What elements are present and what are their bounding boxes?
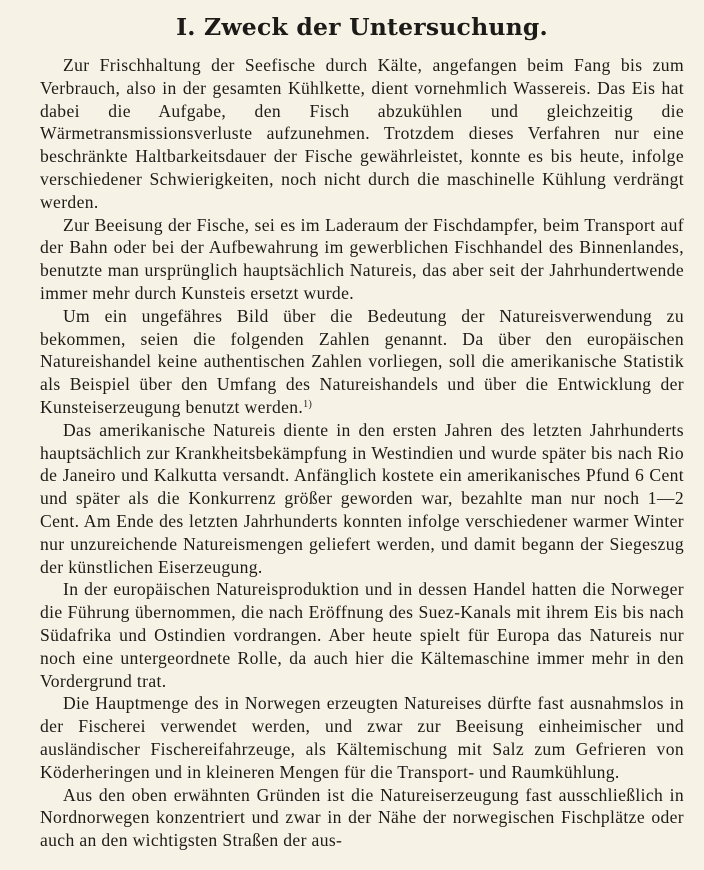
document-page — [40, 12, 684, 852]
paragraph: In der europäischen Natureisproduktion und in dessen Handel hatten die Norweger die Führung übernommen, die nach Eröffnung des Suez-Kanals mit ihrem Eis bis nach Südafrika und Ostindien vordrangen. Aber heute spielt für Europa das Natureis nur noch eine untergeordnete Rolle, da auch hier die Kältemaschine immer mehr in den Vordergrund trat. — [40, 579, 684, 691]
paragraph: Zur Beeisung der Fische, sei es im Laderaum der Fischdampfer, beim Transport auf der Bahn oder bei der Aufbewahrung im gewerblichen Fischhandel des Binnenlandes, benutzte man ursprünglich hauptsächlich Natureis, das aber seit der Jahrhundertwende immer mehr durch Kunsteis ersetzt wurde. — [40, 214, 684, 303]
paragraph: Das amerikanische Natureis diente in den ersten Jahren des letzten Jahrhunderts hauptsächlich zur Krankheitsbekämpfung in Westindien und wurde später bis nach Rio de Janeiro und Kalkutta versandt. Anfänglich kostete ein amerikanisches Pfund 6 Cent und später als die Konkurrenz größer geworden war, bezahlte man nur noch 1—2 Cent. Am Ende des letzten Jahrhunderts konnten infolge verschiedener warmer Winter nur unzureichende Natureismengen geliefert werden, und damit begann der Siegeszug der künstlichen Eiserzeugung. — [40, 419, 684, 577]
paragraph: Zur Frischhaltung der Seefische durch Kälte, angefangen beim Fang bis zum Verbrauch, also in der gesamten Kühlkette, dient vornehmlich Wassereis. Das Eis hat dabei die Aufgabe, den Fisch abzukühlen und gleichzeitig die Wärmetransmissionsverluste aufzunehmen. Trotzdem dieses Verfahren nur eine beschränkte Haltbarkeitsdauer der Fische gewährleistet, konnte es bis heute, infolge verschiedener Schwierigkeiten, noch nicht durch die maschinelle Kühlung verdrängt werden. — [40, 55, 684, 212]
footnote-marker: 1) — [303, 398, 313, 410]
paragraph — [40, 305, 684, 419]
paragraph: Die Hauptmenge des in Norwegen erzeugten Natureises dürfte fast ausnahmslos in der Fischerei verwendet werden, und zwar zur Beeisung einheimischer und ausländischer Fischereifahrzeuge, als Kältemischung mit Salz zum Gefrieren von Köderheringen und in kleineren Mengen für die Transport- und Raumkühlung. — [40, 693, 684, 782]
section-heading: I. Zweck der Untersuchung. — [176, 13, 548, 41]
paragraph-text: Um ein ungefähres Bild über die Bedeutung der Natureisverwendung zu bekommen, seien die folgenden Zahlen genannt. Da über den europäischen Natureishandel keine authentischen Zahlen vorliegen, soll die amerikanische Statistik als Beispiel über den Umfang des Natureishandels und über die Entwicklung der Kunsteiserzeugung benutzt werden. — [40, 305, 684, 417]
paragraph: Aus den oben erwähnten Gründen ist die Natureiserzeugung fast ausschließlich in Nordnorwegen konzentriert und zwar in der Nähe der norwegischen Fischplätze oder auch an den wichtigsten Straßen der aus- — [40, 784, 684, 851]
